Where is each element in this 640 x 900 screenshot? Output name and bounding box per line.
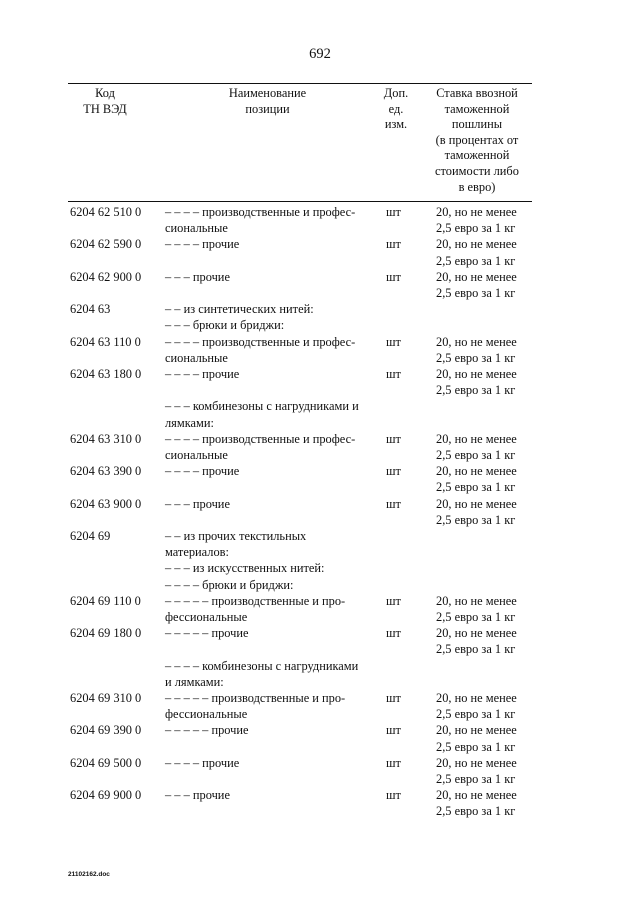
header-rate-line: стоимости либо (435, 163, 519, 178)
row-name (165, 463, 380, 479)
row-name (165, 787, 380, 803)
row-rate (436, 269, 532, 301)
row-name (165, 431, 380, 463)
row-rate-line: 2,5 евро за 1 кг (436, 642, 516, 657)
row-rate-line: 20, но не менее (436, 755, 517, 770)
row-unit: шт (386, 496, 401, 511)
header-rate-line: (в процентах от (435, 132, 519, 147)
row-rate-line: 2,5 евро за 1 кг (436, 350, 516, 365)
row-rate-line: 20, но не менее (436, 269, 517, 284)
row-rate-line: 2,5 евро за 1 кг (436, 383, 516, 398)
header-rate-line: таможенной (444, 101, 510, 116)
row-name (165, 236, 380, 252)
header-code (70, 86, 140, 117)
row-name-line: лямками: (165, 415, 214, 430)
table-row (0, 398, 640, 430)
row-rate-line: 20, но не менее (436, 205, 517, 219)
row-name-line: – – – – прочие (165, 237, 240, 252)
row-rate-line: 20, но не менее (436, 788, 517, 803)
row-rate (436, 496, 532, 528)
row-rate-line: 20, но не менее (436, 431, 517, 446)
row-name (165, 496, 380, 512)
header-unit (373, 86, 419, 133)
row-name (165, 722, 380, 738)
row-name-line: сиональные (165, 221, 228, 236)
header-unit-line: ед. (388, 101, 404, 116)
row-unit: шт (386, 367, 401, 381)
row-name-line: – – – – производственные и профес- (165, 334, 356, 349)
row-rate-line: 20, но не менее (436, 496, 517, 511)
row-unit: шт (386, 691, 401, 705)
row-code: 6204 69 180 0 (70, 626, 142, 641)
row-unit: шт (386, 269, 401, 284)
row-name (165, 625, 380, 641)
row-name (165, 269, 380, 285)
header-name (165, 86, 370, 117)
row-code: 6204 63 110 0 (70, 334, 141, 349)
row-unit: шт (386, 788, 401, 803)
table-top-rule (68, 83, 532, 84)
table-row (0, 690, 640, 722)
row-rate-line: 2,5 евро за 1 кг (436, 804, 516, 819)
table-row (0, 269, 640, 301)
table-row (0, 236, 640, 268)
row-rate (436, 431, 532, 463)
row-code: 6204 62 900 0 (70, 269, 142, 284)
row-name-line: – – – – производственные и профес- (165, 205, 356, 219)
row-rate (436, 690, 532, 722)
row-rate-line: 2,5 евро за 1 кг (436, 286, 516, 300)
row-code: 6204 63 900 0 (70, 496, 142, 511)
row-code: 6204 63 310 0 (70, 431, 142, 446)
table-header-rule (68, 201, 532, 202)
row-rate-line: 20, но не менее (436, 237, 517, 252)
header-rate-line: таможенной (444, 148, 510, 163)
row-name-line: сиональные (165, 350, 228, 365)
row-name-line: – – из синтетических нитей: (165, 302, 314, 317)
table-row (0, 722, 640, 754)
table-row (0, 496, 640, 528)
row-name-line: – – – – – прочие (165, 626, 249, 641)
row-unit: шт (386, 723, 401, 738)
row-name-line: фессиональные (165, 610, 248, 624)
row-name-line: – – – – прочие (165, 755, 240, 770)
row-code: 6204 63 180 0 (70, 367, 142, 381)
header-rate-line: Ставка ввозной (436, 86, 518, 100)
row-name-line: – – из прочих текстильных (165, 528, 307, 543)
row-rate-line: 2,5 евро за 1 кг (436, 707, 516, 722)
row-rate-line: 20, но не менее (436, 593, 517, 608)
header-rate-line: пошлины (451, 117, 503, 132)
row-unit: шт (386, 593, 401, 608)
row-code: 6204 69 310 0 (70, 691, 142, 705)
tariff-table-body (0, 204, 640, 820)
row-code: 6204 69 (70, 528, 111, 543)
row-rate-line: 2,5 евро за 1 кг (436, 480, 516, 495)
header-name-line: позиции (245, 101, 290, 116)
row-unit: шт (386, 626, 401, 641)
row-name-line: материалов: (165, 545, 229, 560)
row-name-line: – – – прочие (165, 496, 230, 511)
row-name (165, 301, 380, 333)
row-unit: шт (386, 755, 401, 770)
row-name-line: – – – – производственные и профес- (165, 431, 356, 446)
row-rate (436, 366, 532, 398)
row-name-line: сиональные (165, 448, 228, 462)
row-name (165, 658, 380, 690)
row-rate-line: 20, но не менее (436, 367, 517, 381)
row-name-line: – – – – прочие (165, 464, 240, 479)
table-row (0, 334, 640, 366)
table-row (0, 463, 640, 495)
table-row (0, 755, 640, 787)
row-rate-line: 20, но не менее (436, 464, 517, 479)
row-code: 6204 62 590 0 (70, 237, 142, 252)
header-unit-line: Доп. (383, 86, 409, 100)
row-name (165, 593, 380, 625)
table-row (0, 366, 640, 398)
table-row (0, 593, 640, 625)
row-name (165, 366, 380, 382)
row-rate (436, 463, 532, 495)
row-rate-line: 2,5 евро за 1 кг (436, 221, 516, 236)
row-rate (436, 204, 532, 236)
row-name-line: – – – прочие (165, 788, 230, 803)
table-row (0, 431, 640, 463)
header-code-line: Код (95, 86, 115, 100)
row-name (165, 690, 380, 722)
row-rate (436, 625, 532, 657)
row-code: 6204 69 390 0 (70, 723, 142, 738)
table-row (0, 528, 640, 593)
row-unit: шт (386, 464, 401, 479)
row-name (165, 528, 380, 593)
row-rate-line: 2,5 евро за 1 кг (436, 512, 516, 527)
row-code: 6204 63 (70, 302, 111, 317)
header-rate-line: в евро) (458, 179, 496, 194)
row-rate (436, 334, 532, 366)
row-name-line: – – – – брюки и бриджи: (165, 577, 294, 592)
row-code: 6204 62 510 0 (70, 205, 142, 219)
page-number: 692 (309, 46, 331, 62)
row-rate (436, 755, 532, 787)
row-rate-line: 2,5 евро за 1 кг (436, 448, 516, 462)
table-row (0, 204, 640, 236)
row-rate-line: 20, но не менее (436, 691, 517, 705)
row-unit: шт (386, 431, 401, 446)
header-code-line: ТН ВЭД (83, 101, 127, 116)
row-code: 6204 69 500 0 (70, 755, 142, 770)
header-name-line: Наименование (228, 86, 307, 100)
row-name-line: – – – брюки и бриджи: (165, 318, 285, 333)
row-rate (436, 722, 532, 754)
row-name-line: – – – – прочие (165, 367, 240, 381)
row-name (165, 755, 380, 771)
row-rate-line: 2,5 евро за 1 кг (436, 739, 516, 754)
row-name (165, 334, 380, 366)
row-name-line: – – – – – прочие (165, 723, 249, 738)
table-row (0, 625, 640, 657)
row-name-line: и лямками: (165, 674, 224, 689)
row-code: 6204 63 390 0 (70, 464, 142, 479)
header-rate (422, 86, 532, 195)
row-name-line: – – – из искусственных нитей: (165, 561, 325, 576)
row-rate-line: 2,5 евро за 1 кг (436, 253, 516, 268)
row-name-line: – – – – комбинезоны с нагрудниками (165, 658, 359, 673)
header-unit-line: изм. (384, 117, 408, 132)
row-unit: шт (386, 205, 401, 219)
row-rate (436, 593, 532, 625)
row-name (165, 398, 380, 430)
table-row (0, 658, 640, 690)
row-name-line: – – – – – производственные и про- (165, 593, 346, 608)
row-rate-line: 20, но не менее (436, 626, 517, 641)
row-rate (436, 787, 532, 819)
row-name (165, 204, 380, 236)
row-rate-line: 2,5 евро за 1 кг (436, 610, 516, 624)
row-name-line: – – – комбинезоны с нагрудниками и (165, 399, 359, 414)
row-rate-line: 2,5 евро за 1 кг (436, 772, 516, 786)
table-row (0, 301, 640, 333)
table-row (0, 787, 640, 819)
row-name-line: – – – – – производственные и про- (165, 691, 346, 705)
row-code: 6204 69 110 0 (70, 593, 141, 608)
row-code: 6204 69 900 0 (70, 788, 142, 803)
row-rate-line: 20, но не менее (436, 334, 517, 349)
footer-filename: 21102162.doc (68, 871, 110, 878)
row-rate (436, 236, 532, 268)
row-name-line: – – – прочие (165, 269, 230, 284)
row-unit: шт (386, 334, 401, 349)
row-unit: шт (386, 237, 401, 252)
row-rate-line: 20, но не менее (436, 723, 517, 738)
row-name-line: фессиональные (165, 707, 248, 722)
